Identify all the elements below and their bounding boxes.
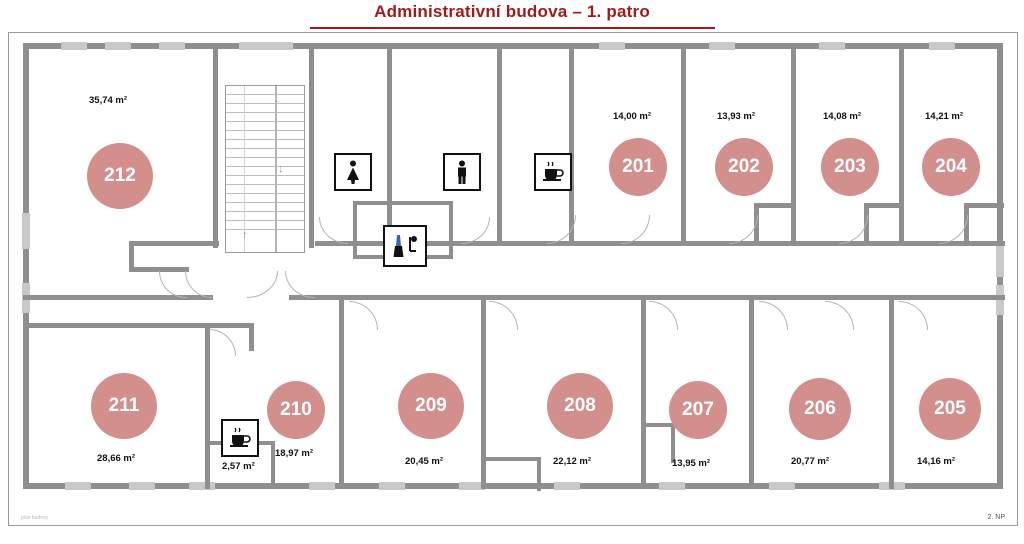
room-area-202: 13,93 m² (717, 111, 756, 122)
wall-corridor-north (129, 241, 219, 246)
room-area-206: 20,77 m² (791, 456, 830, 467)
staircase (225, 85, 305, 253)
wall-cleaning-room-top (353, 201, 453, 205)
stair-direction-arrow-up: ↑ (275, 99, 282, 103)
window-mark (554, 482, 580, 490)
door-swing (247, 271, 278, 298)
wall-208-notch-v (537, 457, 541, 491)
door-swing (461, 217, 490, 244)
window-mark (819, 42, 845, 50)
window-mark (379, 482, 405, 490)
room-area-203: 14,08 m² (823, 111, 862, 122)
wall-wc-women-right (387, 43, 392, 241)
wall-207-right (749, 300, 754, 489)
window-mark (22, 213, 30, 249)
wall-alcove-204 (964, 203, 1004, 208)
room-area-211: 28,66 m² (97, 453, 136, 464)
window-mark (129, 482, 155, 490)
window-mark (61, 42, 87, 50)
wall-207-notch-v (671, 423, 675, 463)
room-area-kitchenette: 2,57 m² (222, 461, 255, 472)
wc-men-icon (443, 153, 481, 191)
kitchenette-coffee-icon-2 (221, 419, 259, 457)
door-swing (759, 301, 788, 330)
door-swing (825, 301, 854, 330)
wall-stairshaft-right (309, 43, 314, 248)
room-area-201: 14,00 m² (613, 111, 652, 122)
window-mark (189, 482, 215, 490)
wc-women-icon (334, 153, 372, 191)
window-mark (159, 42, 185, 50)
door-swing (285, 271, 314, 298)
room-area-205: 14,16 m² (917, 456, 956, 467)
door-swing (185, 271, 212, 298)
wall-alcove-203 (864, 203, 904, 208)
wall-211-recess-top (23, 323, 213, 328)
door-swing (209, 329, 236, 356)
door-swing (159, 271, 186, 298)
room-marker-209[interactable]: 209 (398, 373, 464, 439)
cleaning-room-icon (383, 225, 427, 267)
door-swing (649, 301, 678, 330)
wall-kitchen-right (569, 43, 574, 241)
room-marker-203[interactable]: 203 (821, 138, 879, 196)
room-marker-205[interactable]: 205 (919, 378, 981, 440)
wall-alcove-202 (754, 203, 796, 208)
room-marker-207[interactable]: 207 (669, 381, 727, 439)
wall-cleaning-room-left (353, 201, 357, 259)
title-underline (310, 27, 715, 29)
door-swing (489, 301, 518, 330)
door-swing (899, 301, 928, 330)
stair-direction-arrow-side: ↓ (278, 163, 284, 175)
wall-outer-left (23, 43, 29, 489)
footer-floor-label: 2. NP (987, 514, 1005, 521)
wall-room-212-right (213, 43, 218, 248)
window-mark (659, 482, 685, 490)
window-mark (709, 42, 735, 50)
stair-direction-arrow-down: ↑ (242, 229, 248, 241)
window-mark (105, 42, 131, 50)
door-swing (349, 301, 378, 330)
wall-208-right (641, 300, 646, 489)
window-mark (599, 42, 625, 50)
window-mark (996, 243, 1004, 277)
window-mark (929, 42, 955, 50)
wall-210-right (339, 300, 344, 489)
room-marker-201[interactable]: 201 (609, 138, 667, 196)
wall-208-notch (485, 457, 541, 461)
window-mark (769, 482, 795, 490)
wall-207-notch (641, 423, 675, 427)
room-area-207: 13,95 m² (672, 458, 711, 469)
room-marker-208[interactable]: 208 (547, 373, 613, 439)
room-marker-210[interactable]: 210 (267, 381, 325, 439)
page-title: Administrativní budova – 1. patro (374, 2, 650, 21)
wall-202-right (791, 43, 796, 241)
wall-outer-bottom (23, 483, 1003, 489)
window-mark (65, 482, 91, 490)
room-area-204: 14,21 m² (925, 111, 964, 122)
wall-201-right (681, 43, 686, 241)
wall-210-recess (205, 323, 253, 328)
room-area-212: 35,74 m² (89, 95, 128, 106)
wall-wc-men-right (497, 43, 502, 241)
room-marker-202[interactable]: 202 (715, 138, 773, 196)
wall-203-right (899, 43, 904, 241)
wall-cleaning-room-right (449, 201, 453, 259)
window-mark (239, 42, 293, 50)
door-swing (319, 217, 348, 244)
room-marker-212[interactable]: 212 (87, 143, 153, 209)
kitchenette-coffee-icon (534, 153, 572, 191)
wall-corridor-south (349, 295, 1005, 300)
room-marker-211[interactable]: 211 (91, 373, 157, 439)
wall-210-recess-v (249, 323, 254, 351)
window-mark (309, 482, 335, 490)
door-swing (621, 215, 650, 244)
room-area-208: 22,12 m² (553, 456, 592, 467)
floorplan-frame (8, 32, 1018, 526)
footer-left-note: plán budovy (21, 515, 48, 521)
room-marker-204[interactable]: 204 (922, 138, 980, 196)
room-area-210: 18,97 m² (275, 448, 314, 459)
window-mark (996, 285, 1004, 315)
room-area-209: 20,45 m² (405, 456, 444, 467)
room-marker-206[interactable]: 206 (789, 378, 851, 440)
wall-206-right (889, 300, 894, 489)
